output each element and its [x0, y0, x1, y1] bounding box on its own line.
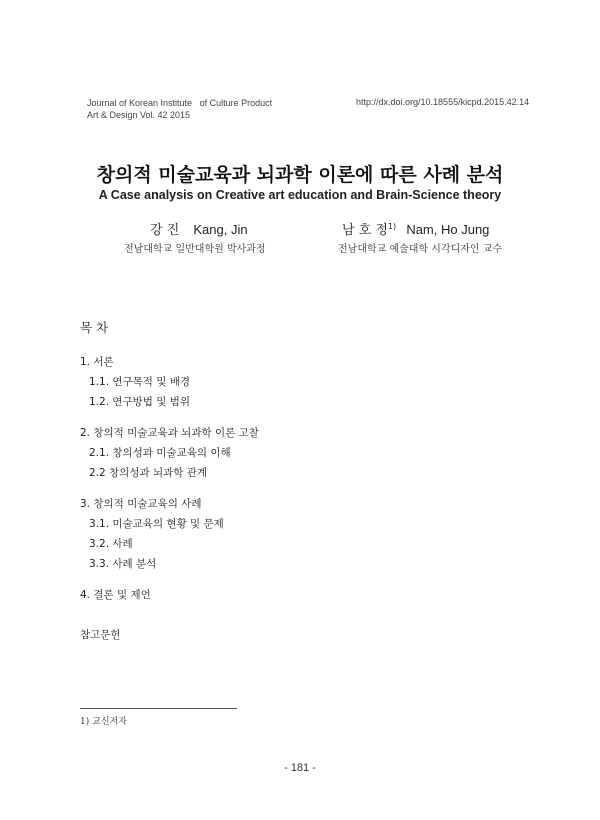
- toc-heading: 목 차: [80, 320, 109, 335]
- footnote-text: 교신저자: [92, 717, 127, 727]
- author-1-affiliation: 전남대학교 일반대학원 박사과정: [124, 244, 266, 255]
- toc-references: 참고문헌: [80, 629, 121, 641]
- doi-link[interactable]: http://dx.doi.org/10.18555/kicpd.2015.42.14: [356, 97, 530, 107]
- table-of-contents: [80, 354, 259, 607]
- author-1-name: [150, 219, 248, 238]
- toc-item-3-3: 3.3. 사례 분석: [89, 558, 157, 570]
- toc-item-2-2: 2.2 창의성과 뇌과학 관계: [89, 467, 207, 479]
- journal-info: [87, 97, 272, 121]
- author-1-name-ko: 강 진: [150, 223, 180, 238]
- toc-item-1-2: 1.2. 연구방법 및 범위: [89, 396, 191, 408]
- author-2-name-en: Nam, Ho Jung: [406, 222, 490, 237]
- page-number: - 181 -: [284, 762, 316, 774]
- paper-title-english: A Case analysis on Creative art education and Brain-Science theory: [98, 188, 502, 202]
- toc-section-1: 1. 서론: [80, 356, 114, 368]
- journal-volume: Art & Design Vol. 42 2015: [87, 110, 191, 120]
- footnote-mark: 1): [80, 717, 90, 727]
- toc-item-1-1: 1.1. 연구목적 및 배경: [89, 376, 191, 388]
- author-1-name-en: Kang, Jin: [193, 222, 248, 237]
- toc-section-2: 2. 창의적 미술교육과 뇌과학 이론 고찰: [80, 427, 259, 439]
- author-2-affiliation: 전남대학교 예술대학 시각디자인 교수: [338, 244, 503, 255]
- author-2-name-ko: 남 호 정: [342, 223, 388, 238]
- author-2-name: [342, 219, 489, 238]
- toc-section-4: 4. 결론 및 제언: [80, 589, 151, 601]
- toc-item-2-1: 2.1. 창의성과 미술교육의 이해: [89, 447, 231, 459]
- journal-name: Journal of Korean Institute of Culture Product: [87, 98, 273, 108]
- footnote-divider: [80, 708, 237, 709]
- author-2-footnote-mark[interactable]: 1): [387, 221, 397, 231]
- toc-item-3-2: 3.2. 사례: [89, 538, 133, 550]
- toc-item-3-1: 3.1. 미술교육의 현황 및 문제: [89, 518, 224, 530]
- toc-section-3: 3. 창의적 미술교육의 사례: [80, 498, 202, 510]
- footnote: [80, 714, 127, 727]
- paper-title-korean: 창의적 미술교육과 뇌과학 이론에 따른 사례 분석: [96, 164, 504, 186]
